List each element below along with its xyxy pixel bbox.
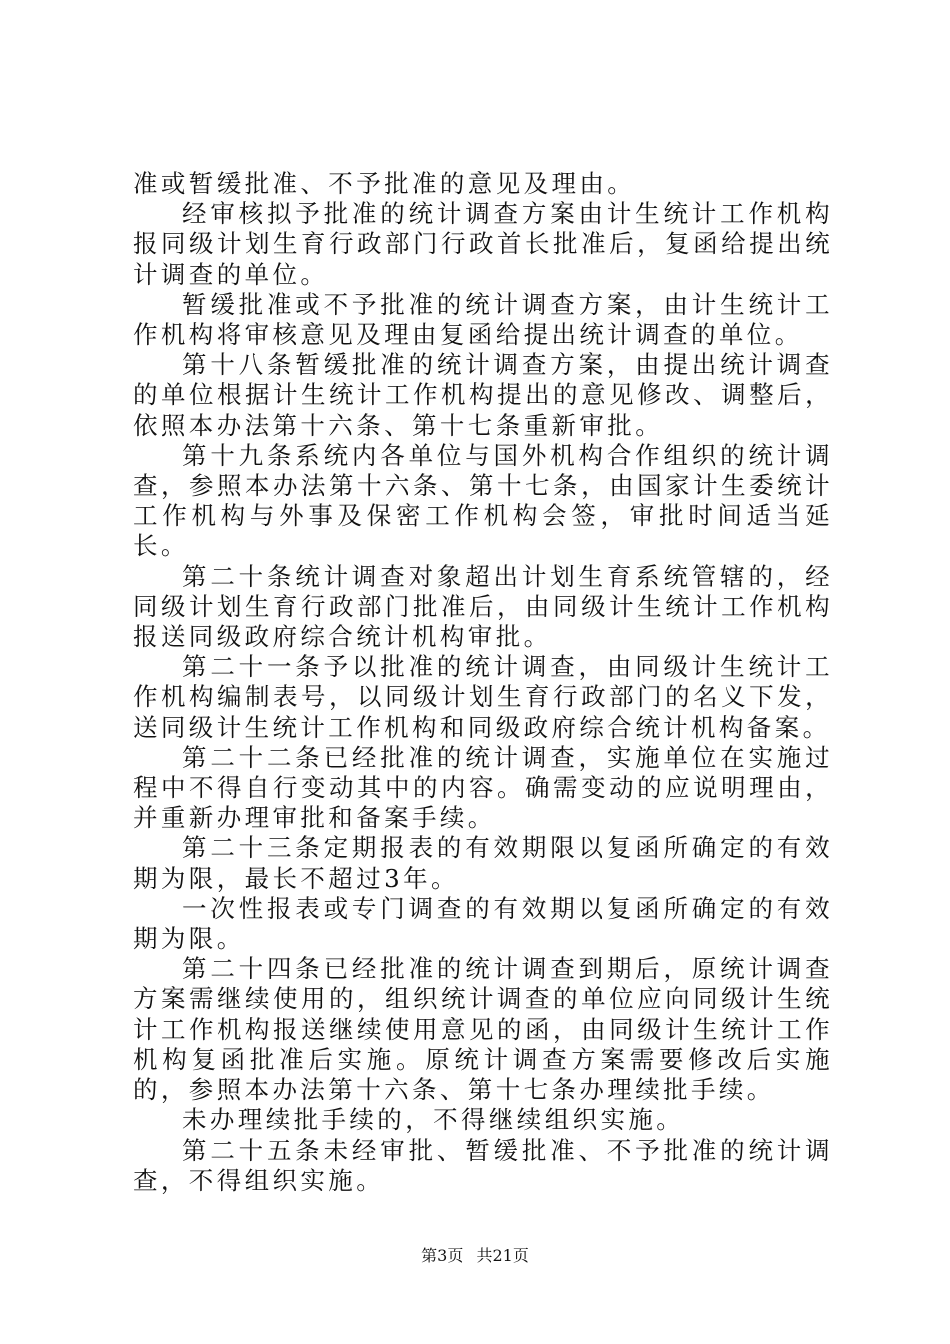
paragraph: 第二十二条已经批准的统计调查，实施单位在实施过程中不得自行变动其中的内容。确需变动的应说明理由，并重新办理审批和备案手续。 — [133, 742, 833, 833]
paragraph: 第十八条暂缓批准的统计调查方案，由提出统计调查的单位根据计生统计工作机构提出的意见修改、调整后，依照本办法第十六条、第十七条重新审批。 — [133, 350, 833, 440]
page-number: 第3页 — [421, 1246, 464, 1265]
paragraph: 第十九条系统内各单位与国外机构合作组织的统计调查，参照本办法第十六条、第十七条，由国家计生委统计工作机构与外事及保密工作机构会签，审批时间适当延长。 — [133, 440, 833, 561]
paragraph: 第二十五条未经审批、暂缓批准、不予批准的统计调查，不得组织实施。 — [133, 1135, 833, 1195]
paragraph: 未办理续批手续的，不得继续组织实施。 — [182, 1105, 685, 1135]
paragraph: 一次性报表或专门调查的有效期以复函所确定的有效期为限。 — [133, 893, 833, 954]
paragraph: 准或暂缓批准、不予批准的意见及理由。 — [133, 169, 636, 198]
page-footer — [0, 1243, 950, 1266]
total-pages: 共21页 — [476, 1246, 529, 1265]
paragraph: 第二十三条定期报表的有效期限以复函所确定的有效期为限，最长不超过3年。 — [133, 833, 833, 893]
paragraph: 经审核拟予批准的统计调查方案由计生统计工作机构报同级计划生育行政部门行政首长批准后，复函给提出统计调查的单位。 — [133, 199, 833, 289]
document-body — [133, 169, 833, 1196]
paragraph: 第二十一条予以批准的统计调查，由同级计生统计工作机构编制表号，以同级计划生育行政部门的名义下发，送同级计生统计工作机构和同级政府综合统计机构备案。 — [133, 652, 833, 742]
paragraph: 第二十条统计调查对象超出计划生育系统管辖的，经同级计划生育行政部门批准后，由同级计生统计工作机构报送同级政府综合统计机构审批。 — [133, 561, 833, 652]
paragraph: 暂缓批准或不予批准的统计调查方案，由计生统计工作机构将审核意见及理由复函给提出统计调查的单位。 — [133, 289, 833, 350]
paragraph: 第二十四条已经批准的统计调查到期后，原统计调查方案需继续使用的，组织统计调查的单位应向同级计生统计工作机构报送继续使用意见的函，由同级计生统计工作机构复函批准后实施。原统计调查方案需要修改后实施的，参照本办法第十六条、第十七条办理续批手续。 — [133, 954, 833, 1105]
